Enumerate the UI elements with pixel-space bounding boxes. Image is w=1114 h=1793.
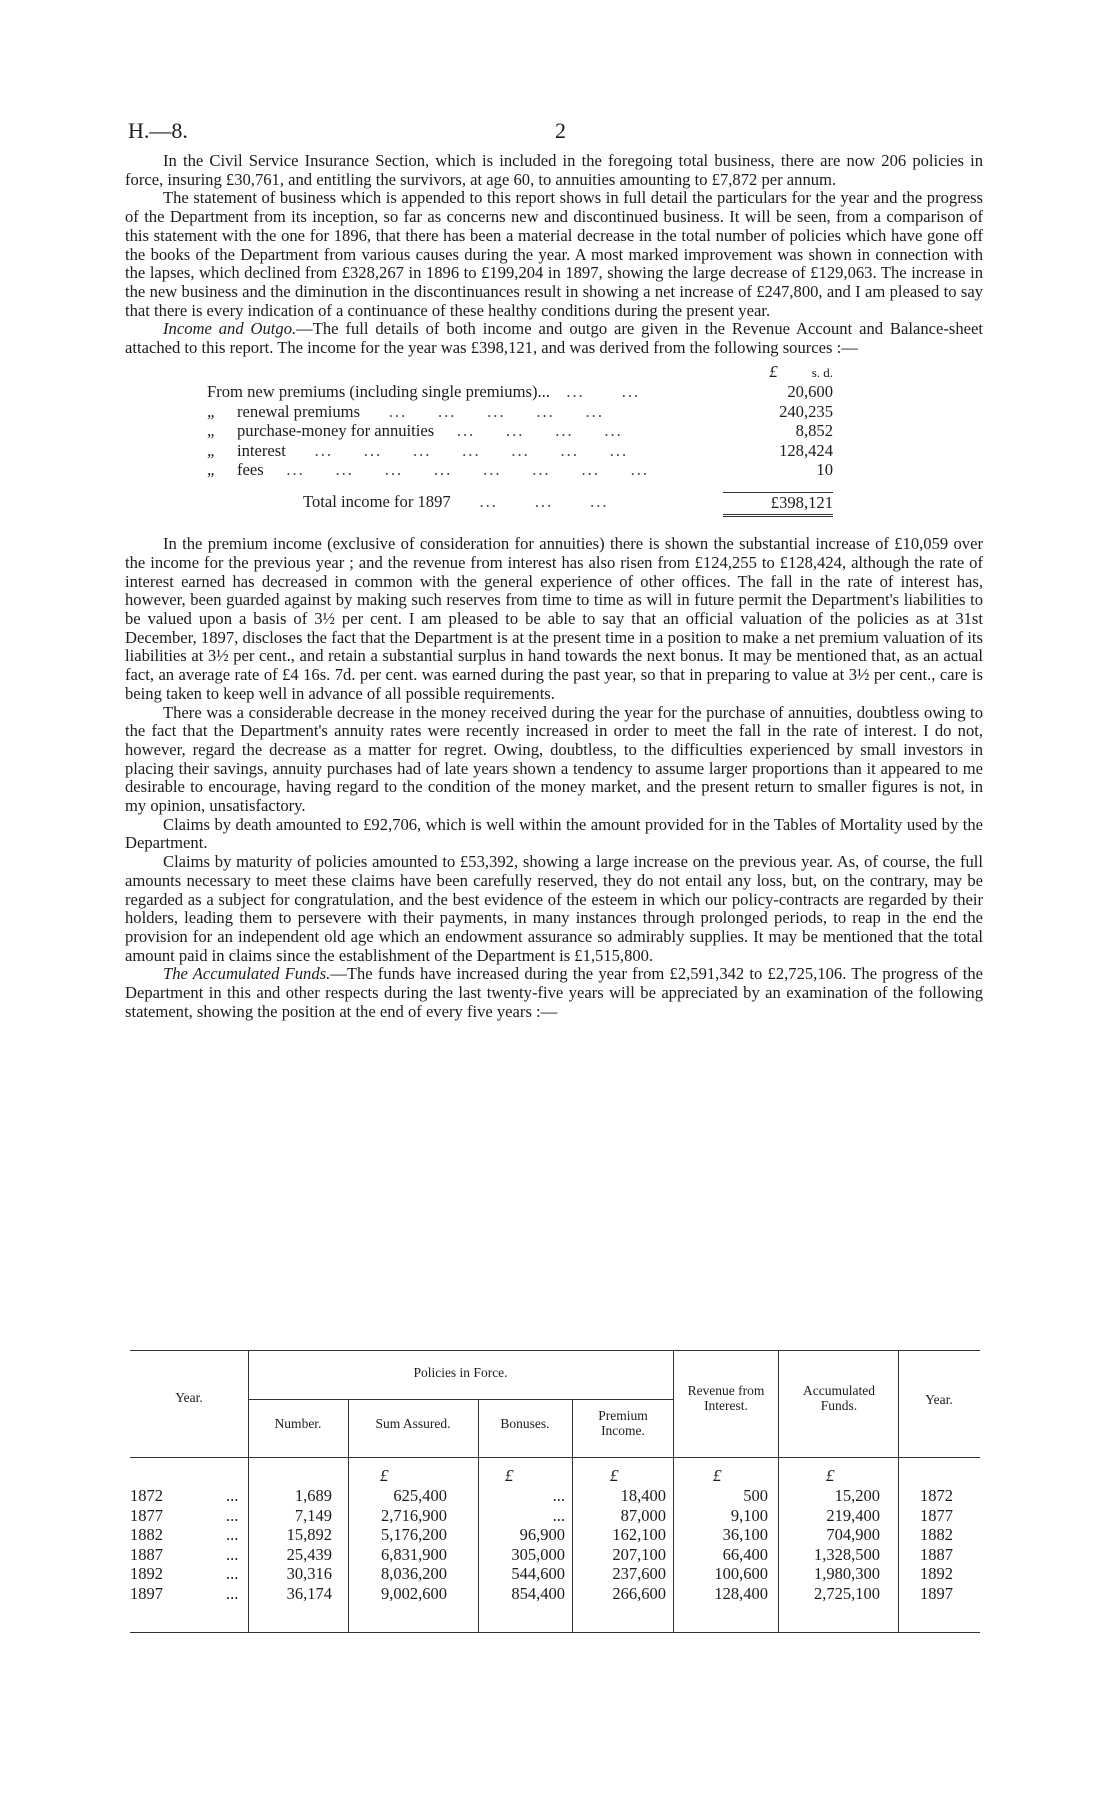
cell-year: 1887 xyxy=(130,1544,163,1564)
income-label: renewal premiums xyxy=(237,401,361,421)
table-header-rule xyxy=(130,1457,980,1458)
cell-accumulated-funds: 2,725,100 xyxy=(814,1583,880,1603)
policies-group-rule xyxy=(248,1399,673,1400)
income-label: fees xyxy=(237,460,264,480)
leader-dots: ... xyxy=(226,1505,239,1525)
currency-funds: £ xyxy=(826,1466,835,1485)
cell-revenue-interest: 9,100 xyxy=(730,1505,768,1525)
cell-revenue-interest: 36,100 xyxy=(722,1525,768,1544)
heading-accumulated-funds: The Accumulated Funds. xyxy=(163,964,331,984)
shillings-pence-header: s. d. xyxy=(811,364,833,380)
header-sum-assured: Sum Assured. xyxy=(375,1416,451,1431)
header-year-right: Year. xyxy=(925,1392,953,1407)
cell-bonuses: ... xyxy=(552,1486,565,1505)
income-row: „ purchase-money for annuities ... ... ... ... 8,852 xyxy=(207,421,833,441)
cell-sum-assured: 2,716,900 xyxy=(381,1505,447,1525)
paragraph-civil-service: In the Civil Service Insurance Section, which is included in the foregoing total business, there are now 206 policies in force, insuring £30,761, and entitling the survivors, at age 60, to annuities amounting to £7,872 per annum. xyxy=(125,151,983,189)
cell-year: 1877 xyxy=(130,1505,163,1525)
cell-number: 36,174 xyxy=(286,1583,332,1603)
leader-dots: ... xyxy=(226,1486,239,1505)
income-row: „ interest ... ... ... ... ... ... ... 128,424 xyxy=(207,440,833,460)
cell-accumulated-funds: 704,900 xyxy=(826,1525,880,1544)
cell-sum-assured: 625,400 xyxy=(393,1486,447,1505)
ditto-mark: „ xyxy=(207,440,217,460)
cell-accumulated-funds: 1,980,300 xyxy=(814,1564,880,1583)
header-accumulated-funds: Accumulated Funds. xyxy=(803,1383,875,1413)
leader-dots: ... xyxy=(226,1583,239,1603)
cell-sum-assured: 9,002,600 xyxy=(381,1583,447,1603)
cell-year-right: 1872 xyxy=(920,1486,953,1505)
report-body xyxy=(125,152,983,1022)
paragraph-premium-income: In the premium income (exclusive of consideration for annuities) there is shown the substantial increase of £10,059 over the income for the previous year ; and the revenue from interest has also risen from £124,255 to £128,424, although the rate of interest earned has decreased in common with the general experience of other offices. The fall in the rate of interest has, however, been guarded against by making such reserves from time to time as will in future permit the Department's liabilities to be valued upon a basis of 3½ per cent. I am pleased to be able to say that an official valuation of the policies as at 31st December, 1897, discloses the fact that the Department is at the present time in a position to make a net premium valuation of its liabilities at 3½ per cent., and retain a substantial surplus in hand towards the next bonus. It may be mentioned that, as an actual fact, an average rate of £4 16s. 7d. per cent. was earned during the past year, so that in preparing to value at 3½ per cent., care is being taken to keep well in advance of all possible requirements. xyxy=(125,534,983,703)
paragraph-accumulated-funds xyxy=(125,965,983,1021)
cell-accumulated-funds: 15,200 xyxy=(834,1486,880,1505)
cell-revenue-interest: 500 xyxy=(743,1486,768,1505)
income-row: „ renewal premiums ... ... ... ... ... 240,235 xyxy=(207,401,833,421)
page-header xyxy=(125,118,983,150)
cell-number: 7,149 xyxy=(294,1505,332,1525)
income-total-label: Total income for 1897 xyxy=(303,491,451,511)
cell-revenue-interest: 128,400 xyxy=(714,1583,768,1603)
heading-income-and-outgo: Income and Outgo. xyxy=(163,319,297,339)
cell-year: 1872 xyxy=(130,1486,163,1505)
cell-bonuses: 544,600 xyxy=(511,1564,565,1583)
income-and-outgo-text: —The full details of both income and outgo are given in the Revenue Account and Balance-sheet attached to this report. The income for the year was £398,121, and was derived from the following sources :— xyxy=(125,319,983,358)
income-sources-table xyxy=(125,362,983,518)
cell-year-right: 1887 xyxy=(920,1544,953,1564)
cell-revenue-interest: 66,400 xyxy=(722,1544,768,1564)
cell-premium-income: 207,100 xyxy=(612,1544,666,1564)
accumulated-funds-text: —The funds have increased during the year from £2,591,342 to £2,725,106. The progress of the Department in this and other respects during the last twenty-five years will be appreciated by an examination of the following statement, showing the position at the end of every five years :— xyxy=(125,964,983,1021)
cell-sum-assured: 8,036,200 xyxy=(381,1564,447,1583)
header-premium-income: Premium Income. xyxy=(598,1408,648,1438)
cell-year-right: 1892 xyxy=(920,1564,953,1583)
cell-sum-assured: 6,831,900 xyxy=(381,1544,447,1564)
paragraph-annuities: There was a considerable decrease in the money received during the year for the purchase of annuities, doubtless owing to the fact that the Department's annuity rates were recently increased in order to meet the fall in the rate of interest. I do not, however, regard the decrease as a matter for regret. Owing, doubtless, to the difficulties experienced by small investors in placing their savings, annuity purchases had of late years shown a tendency to assume larger proportions than it appeared to me desirable to encourage, having regard to the condition of the money market, and the present return to smaller figures is not, in my opinion, unsatisfactory. xyxy=(125,702,983,816)
cell-number: 25,439 xyxy=(286,1544,332,1564)
cell-number: 1,689 xyxy=(294,1486,332,1505)
document-code: H.—8. xyxy=(128,118,188,143)
paragraph-claims-maturity: Claims by maturity of policies amounted to £53,392, showing a large increase on the previous year. As, of course, the full amounts necessary to meet these claims have been carefully reserved, they do not entail any loss, but, on the contrary, may be regarded as a subject for congratulation, and the best evidence of the esteem in which our policy-contracts are regarded by their holders, leading them to persevere with their payments, in many instances through prolonged periods, to reap in the end the provision for an independent old age which an endowment assurance so admirably supplies. It may be mentioned that the total amount paid in claims since the establishment of the Department is £1,515,800. xyxy=(125,852,983,965)
report-page xyxy=(125,118,983,1022)
income-amount: 128,424 xyxy=(779,440,833,460)
cell-accumulated-funds: 219,400 xyxy=(826,1505,880,1525)
ditto-mark: „ xyxy=(207,460,217,480)
income-amount: 240,235 xyxy=(779,401,833,421)
ditto-mark: „ xyxy=(207,421,217,441)
cell-premium-income: 18,400 xyxy=(620,1486,666,1505)
cell-premium-income: 87,000 xyxy=(620,1505,666,1525)
cell-revenue-interest: 100,600 xyxy=(714,1564,768,1583)
currency-interest: £ xyxy=(713,1466,722,1485)
cell-premium-income: 266,600 xyxy=(612,1583,666,1603)
cell-year: 1897 xyxy=(130,1583,163,1603)
cell-bonuses: 305,000 xyxy=(511,1544,565,1564)
income-amount: 8,852 xyxy=(795,421,833,441)
cell-accumulated-funds: 1,328,500 xyxy=(814,1544,880,1564)
income-amount: 20,600 xyxy=(787,382,833,402)
income-row: From new premiums (including single premiums)... ... ... 20,600 xyxy=(207,382,833,402)
table-bottom-rule xyxy=(130,1632,980,1633)
cell-year: 1882 xyxy=(130,1525,163,1544)
header-year: Year. xyxy=(175,1390,203,1405)
cell-bonuses: ... xyxy=(552,1505,565,1525)
cell-number: 15,892 xyxy=(286,1525,332,1544)
table-top-rule xyxy=(130,1350,980,1351)
income-amount: 10 xyxy=(816,460,833,480)
header-bonuses: Bonuses. xyxy=(500,1416,550,1431)
income-label: new premiums (including single premiums)... xyxy=(247,382,550,402)
leader-dots: ... xyxy=(226,1564,239,1583)
currency-symbol: £ xyxy=(769,361,778,381)
ditto-mark: „ xyxy=(207,401,217,421)
header-number: Number. xyxy=(274,1416,322,1431)
leader-dots: ... xyxy=(226,1525,239,1544)
income-row: „ fees ... ... ... ... ... ... ... ... 10 xyxy=(207,460,833,480)
cell-premium-income: 237,600 xyxy=(612,1564,666,1583)
currency-sum: £ xyxy=(380,1466,389,1485)
cell-year-right: 1877 xyxy=(920,1505,953,1525)
income-currency-row xyxy=(125,362,983,383)
currency-premium: £ xyxy=(610,1466,619,1485)
header-revenue-from-interest: Revenue from Interest. xyxy=(687,1383,765,1413)
cell-year-right: 1882 xyxy=(920,1525,953,1544)
income-prefix: From xyxy=(207,382,243,402)
income-total-amount: £398,121 xyxy=(723,492,833,518)
currency-bonuses: £ xyxy=(505,1466,514,1485)
cell-bonuses: 96,900 xyxy=(519,1525,565,1544)
income-total-row: Total income for 1897 ... ... ... £398,121 xyxy=(125,492,983,518)
cell-sum-assured: 5,176,200 xyxy=(381,1525,447,1544)
page-number: 2 xyxy=(555,118,566,143)
leader-dots: ... xyxy=(226,1544,239,1564)
paragraph-claims-death: Claims by death amounted to £92,706, which is well within the amount provided for in the Tables of Mortality used by the Department. xyxy=(125,814,983,853)
income-label: interest xyxy=(237,440,286,460)
income-label: purchase-money for annuities xyxy=(237,421,435,441)
paragraph-income-and-outgo xyxy=(125,320,983,357)
cell-bonuses: 854,400 xyxy=(511,1583,565,1603)
cell-premium-income: 162,100 xyxy=(612,1525,666,1544)
header-policies-in-force: Policies in Force. xyxy=(413,1365,508,1380)
cell-year-right: 1897 xyxy=(920,1583,953,1603)
paragraph-statement-of-business: The statement of business which is appended to this report shows in full detail the particulars for the year and the progress of the Department from its inception, so far as concerns new and discontinued business. It will be seen, from a comparison of this statement with the one for 1896, that there has been a material decrease in the total number of policies which have gone off the books of the Department from various causes during the year. A most marked improvement was shown in connection with the lapses, which declined from £328,267 in 1896 to £199,204 in 1897, showing the large decrease of £129,063. The increase in the new business and the diminution in the discontinuances result in showing a net increase of £247,800, and I am pleased to say that there is every indication of a continuance of these healthy conditions during the present year. xyxy=(125,188,983,320)
cell-number: 30,316 xyxy=(286,1564,332,1583)
cell-year: 1892 xyxy=(130,1564,163,1583)
